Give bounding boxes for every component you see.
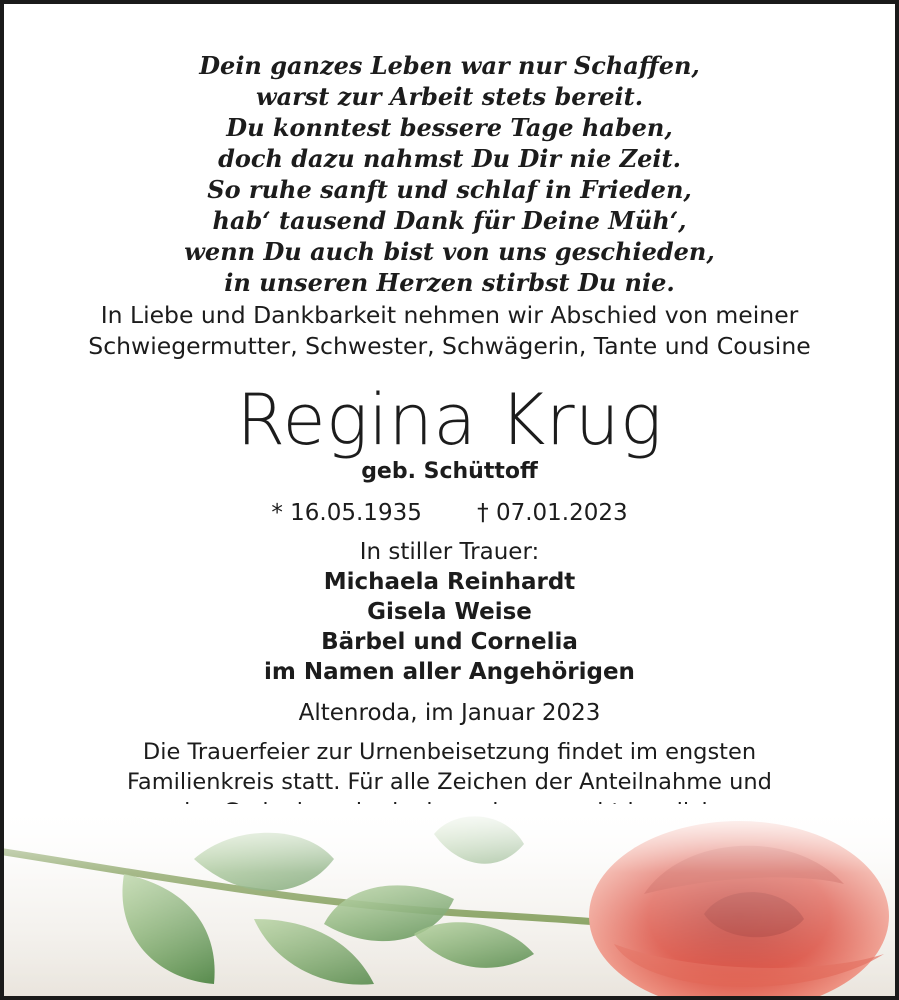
mourning-label: In stiller Trauer: (359, 539, 540, 565)
poem-line: hab‘ tausend Dank für Deine Müh‘, (212, 206, 687, 235)
top-fade (4, 804, 895, 1000)
birth-name: geb. Schüttoff (361, 459, 538, 484)
intro-line: In Liebe und Dankbarkeit nehmen wir Abschied von meiner (100, 301, 799, 329)
mourners-list (4, 567, 895, 687)
poem-line: So ruhe sanft und schlaf in Frieden, (207, 175, 692, 204)
poem-line: in unseren Herzen stirbst Du nie. (224, 268, 675, 297)
mourner-name: Gisela Weise (367, 599, 532, 625)
poem-line: doch dazu nahmst Du Dir nie Zeit. (218, 144, 681, 173)
death-date: † 07.01.2023 (477, 500, 628, 526)
intro-line: Schwiegermutter, Schwester, Schwägerin, Tante und Cousine (88, 332, 811, 360)
farewell-intro (4, 300, 895, 362)
notice-line: Die Trauerfeier zur Urnenbeisetzung findet im engsten (142, 739, 757, 765)
deceased-name: Regina Krug (236, 379, 663, 461)
life-dates (4, 498, 895, 528)
birth-date: * 16.05.1935 (271, 500, 422, 526)
poem-line: Dein ganzes Leben war nur Schaffen, (199, 51, 700, 80)
notice-line: Familienkreis statt. Für alle Zeichen der Anteilnahme und (127, 769, 772, 795)
poem-line: Du konntest bessere Tage haben, (226, 113, 673, 142)
poem-line: warst zur Arbeit stets bereit. (255, 82, 644, 111)
rose-illustration (4, 804, 895, 1000)
mourner-name: im Namen aller Angehörigen (264, 659, 635, 685)
mourner-name: Bärbel und Cornelia (321, 629, 578, 655)
memorial-poem (4, 50, 895, 298)
place-date: Altenroda, im Januar 2023 (298, 700, 601, 726)
poem-line: wenn Du auch bist von uns geschieden, (184, 237, 715, 266)
mourner-name: Michaela Reinhardt (323, 569, 576, 595)
